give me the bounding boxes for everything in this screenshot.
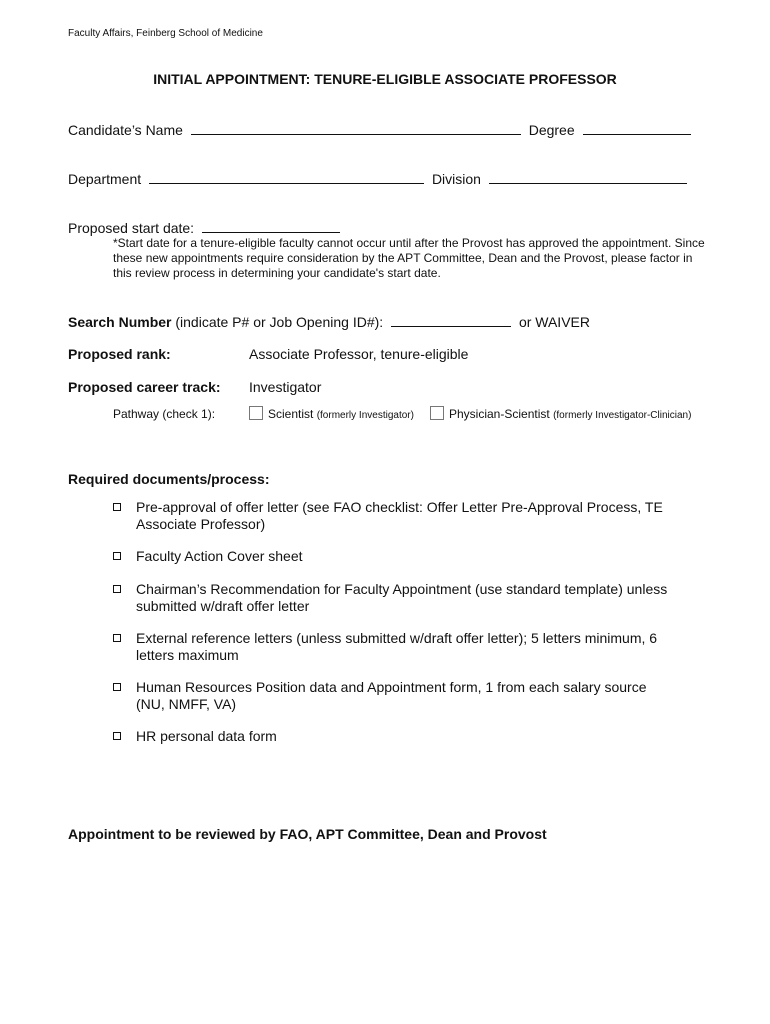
list-item: Faculty Action Cover sheet [113,548,713,565]
checkbox-bullet-icon [113,585,121,593]
candidate-row [68,121,695,138]
scientist-note: (formerly Investigator) [316,410,414,421]
rank-value: Associate Professor, tenure-eligible [249,346,469,362]
list-item: HR personal data form [113,728,713,745]
candidate-name-field[interactable] [191,121,521,135]
list-item: Chairman’s Recommendation for Faculty Appointment (use standard template) unless submitted w/draft offer letter [113,581,713,615]
checkbox-bullet-icon [113,634,121,642]
scientist-checkbox[interactable] [249,406,263,420]
scientist-label: Scientist [268,407,314,421]
waiver-text: or WAIVER [518,314,590,330]
start-date-note: *Start date for a tenure-eligible faculty cannot occur until after the Provost has approved the appointment. Since these new appointments require consideration by the APT Committee, Dean and the Provost, please factor in this review process in determining your candidate's start date. [113,236,705,280]
division-field[interactable] [489,170,687,184]
candidate-label: Candidate’s Name [68,122,183,138]
checkbox-bullet-icon [113,683,121,691]
pathway-option-scientist[interactable] [249,406,414,421]
search-label-rest: (indicate P# or Job Opening ID#): [171,314,384,330]
page-title: INITIAL APPOINTMENT: TENURE-ELIGIBLE ASSOCIATE PROFESSOR [153,71,617,87]
start-date-row [68,219,344,236]
checkbox-bullet-icon [113,732,121,740]
department-row [68,170,691,187]
required-heading: Required documents/process: [68,471,270,487]
list-item: Human Resources Position data and Appointment form, 1 from each salary source (NU, NMFF, VA) [113,679,713,713]
pathway-option-physician-scientist[interactable] [430,406,691,421]
review-footer: Appointment to be reviewed by FAO, APT Committee, Dean and Provost [68,826,547,842]
header-org: Faculty Affairs, Feinberg School of Medicine [68,28,263,39]
department-field[interactable] [149,170,424,184]
list-item: External reference letters (unless submitted w/draft offer letter); 5 letters minimum, 6 letters maximum [113,630,713,664]
physician-scientist-label: Physician-Scientist [449,407,550,421]
search-row [68,313,590,330]
degree-field[interactable] [583,121,691,135]
rank-label: Proposed rank: [68,346,171,362]
track-value: Investigator [249,379,322,395]
division-label: Division [431,171,481,187]
track-label: Proposed career track: [68,379,221,395]
degree-label: Degree [528,122,575,138]
search-label: Search Number [68,314,172,330]
physician-scientist-checkbox[interactable] [430,406,444,420]
department-label: Department [68,171,142,187]
start-date-label: Proposed start date: [68,220,195,236]
checkbox-bullet-icon [113,552,121,560]
start-date-field[interactable] [202,219,340,233]
pathway-label: Pathway (check 1): [113,407,216,421]
search-number-field[interactable] [391,313,511,327]
physician-scientist-note: (formerly Investigator-Clinician) [553,410,692,421]
checkbox-bullet-icon [113,503,121,511]
list-item: Pre-approval of offer letter (see FAO checklist: Offer Letter Pre-Approval Process, TE Associate Professor) [113,499,713,533]
